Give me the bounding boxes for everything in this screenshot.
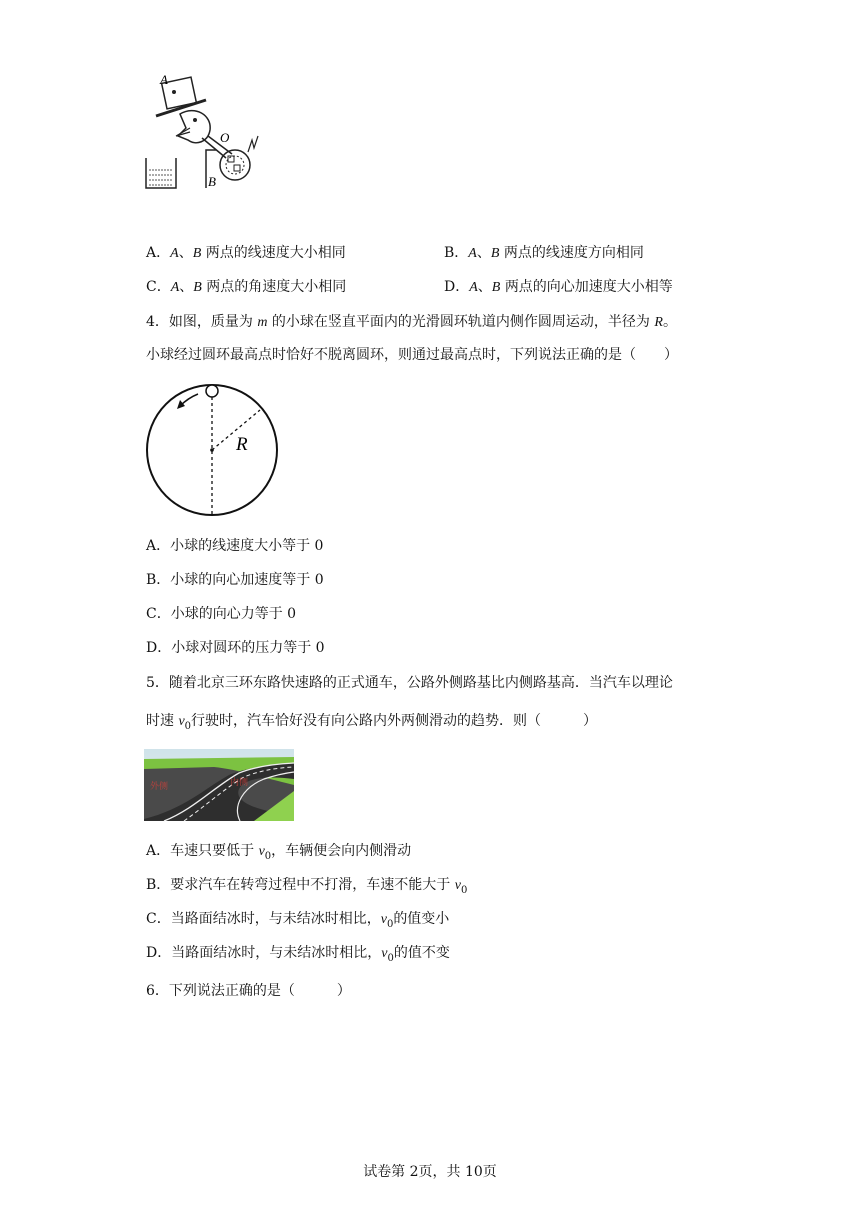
q3-option-A: A．A、B 两点的线速度大小相同	[146, 245, 346, 261]
q4-stem-line1: 4．如图，质量为 m 的小球在竖直平面内的光滑圆环轨道内侧作圆周运动，半径为 R。	[146, 314, 677, 330]
q4-option-B: B．小球的向心加速度等于 0	[146, 572, 324, 588]
q4-label-R: R	[236, 434, 248, 455]
q4-stem-line2: 小球经过圆环最高点时恰好不脱离圆环，则通过最高点时，下列说法正确的是（ ）	[146, 347, 678, 363]
q5-option-C: C．当路面结冰时，与未结冰时相比，$v_0$的值变小	[146, 911, 450, 930]
q5-photo-label-right: 内侧	[230, 778, 249, 788]
q4-option-A: A．小球的线速度大小等于 0	[146, 538, 324, 554]
q5-road-photo	[144, 749, 294, 821]
q3-figure	[140, 70, 260, 200]
q5-stem-line2: 时速 $v_0$行驶时，汽车恰好没有向公路内外两侧滑动的趋势．则（ ）	[146, 713, 598, 732]
q4-option-C: C．小球的向心力等于 0	[146, 606, 297, 622]
q3-label-B: B	[208, 174, 216, 189]
q5-option-B: B．要求汽车在转弯过程中不打滑，车速不能大于 $v_0$	[146, 877, 468, 896]
q4-option-D: D．小球对圆环的压力等于 0	[146, 640, 325, 656]
q3-option-D: D．A、B 两点的向心加速度大小相等	[444, 279, 673, 295]
q3-label-O: O	[220, 130, 230, 145]
q4-circle-figure	[144, 380, 284, 520]
q3-option-C: C．A、B 两点的角速度大小相同	[146, 279, 347, 295]
q3-option-B: B．A、B 两点的线速度方向相同	[444, 245, 644, 261]
q5-option-A: A．车速只要低于 $v_0$，车辆便会向内侧滑动	[146, 843, 412, 862]
q5-option-D: D．当路面结冰时，与未结冰时相比，$v_0$的值不变	[146, 945, 450, 964]
q3-label-A: A	[160, 72, 168, 87]
q6-stem: 6．下列说法正确的是（ ）	[146, 983, 351, 999]
q5-photo-label-left: 外侧	[150, 782, 169, 792]
page-footer: 试卷第 2页，共 10页	[363, 1164, 497, 1180]
q5-stem-line1: 5．随着北京三环东路快速路的正式通车，公路外侧路基比内侧路基高．当汽车以理论	[146, 675, 673, 691]
